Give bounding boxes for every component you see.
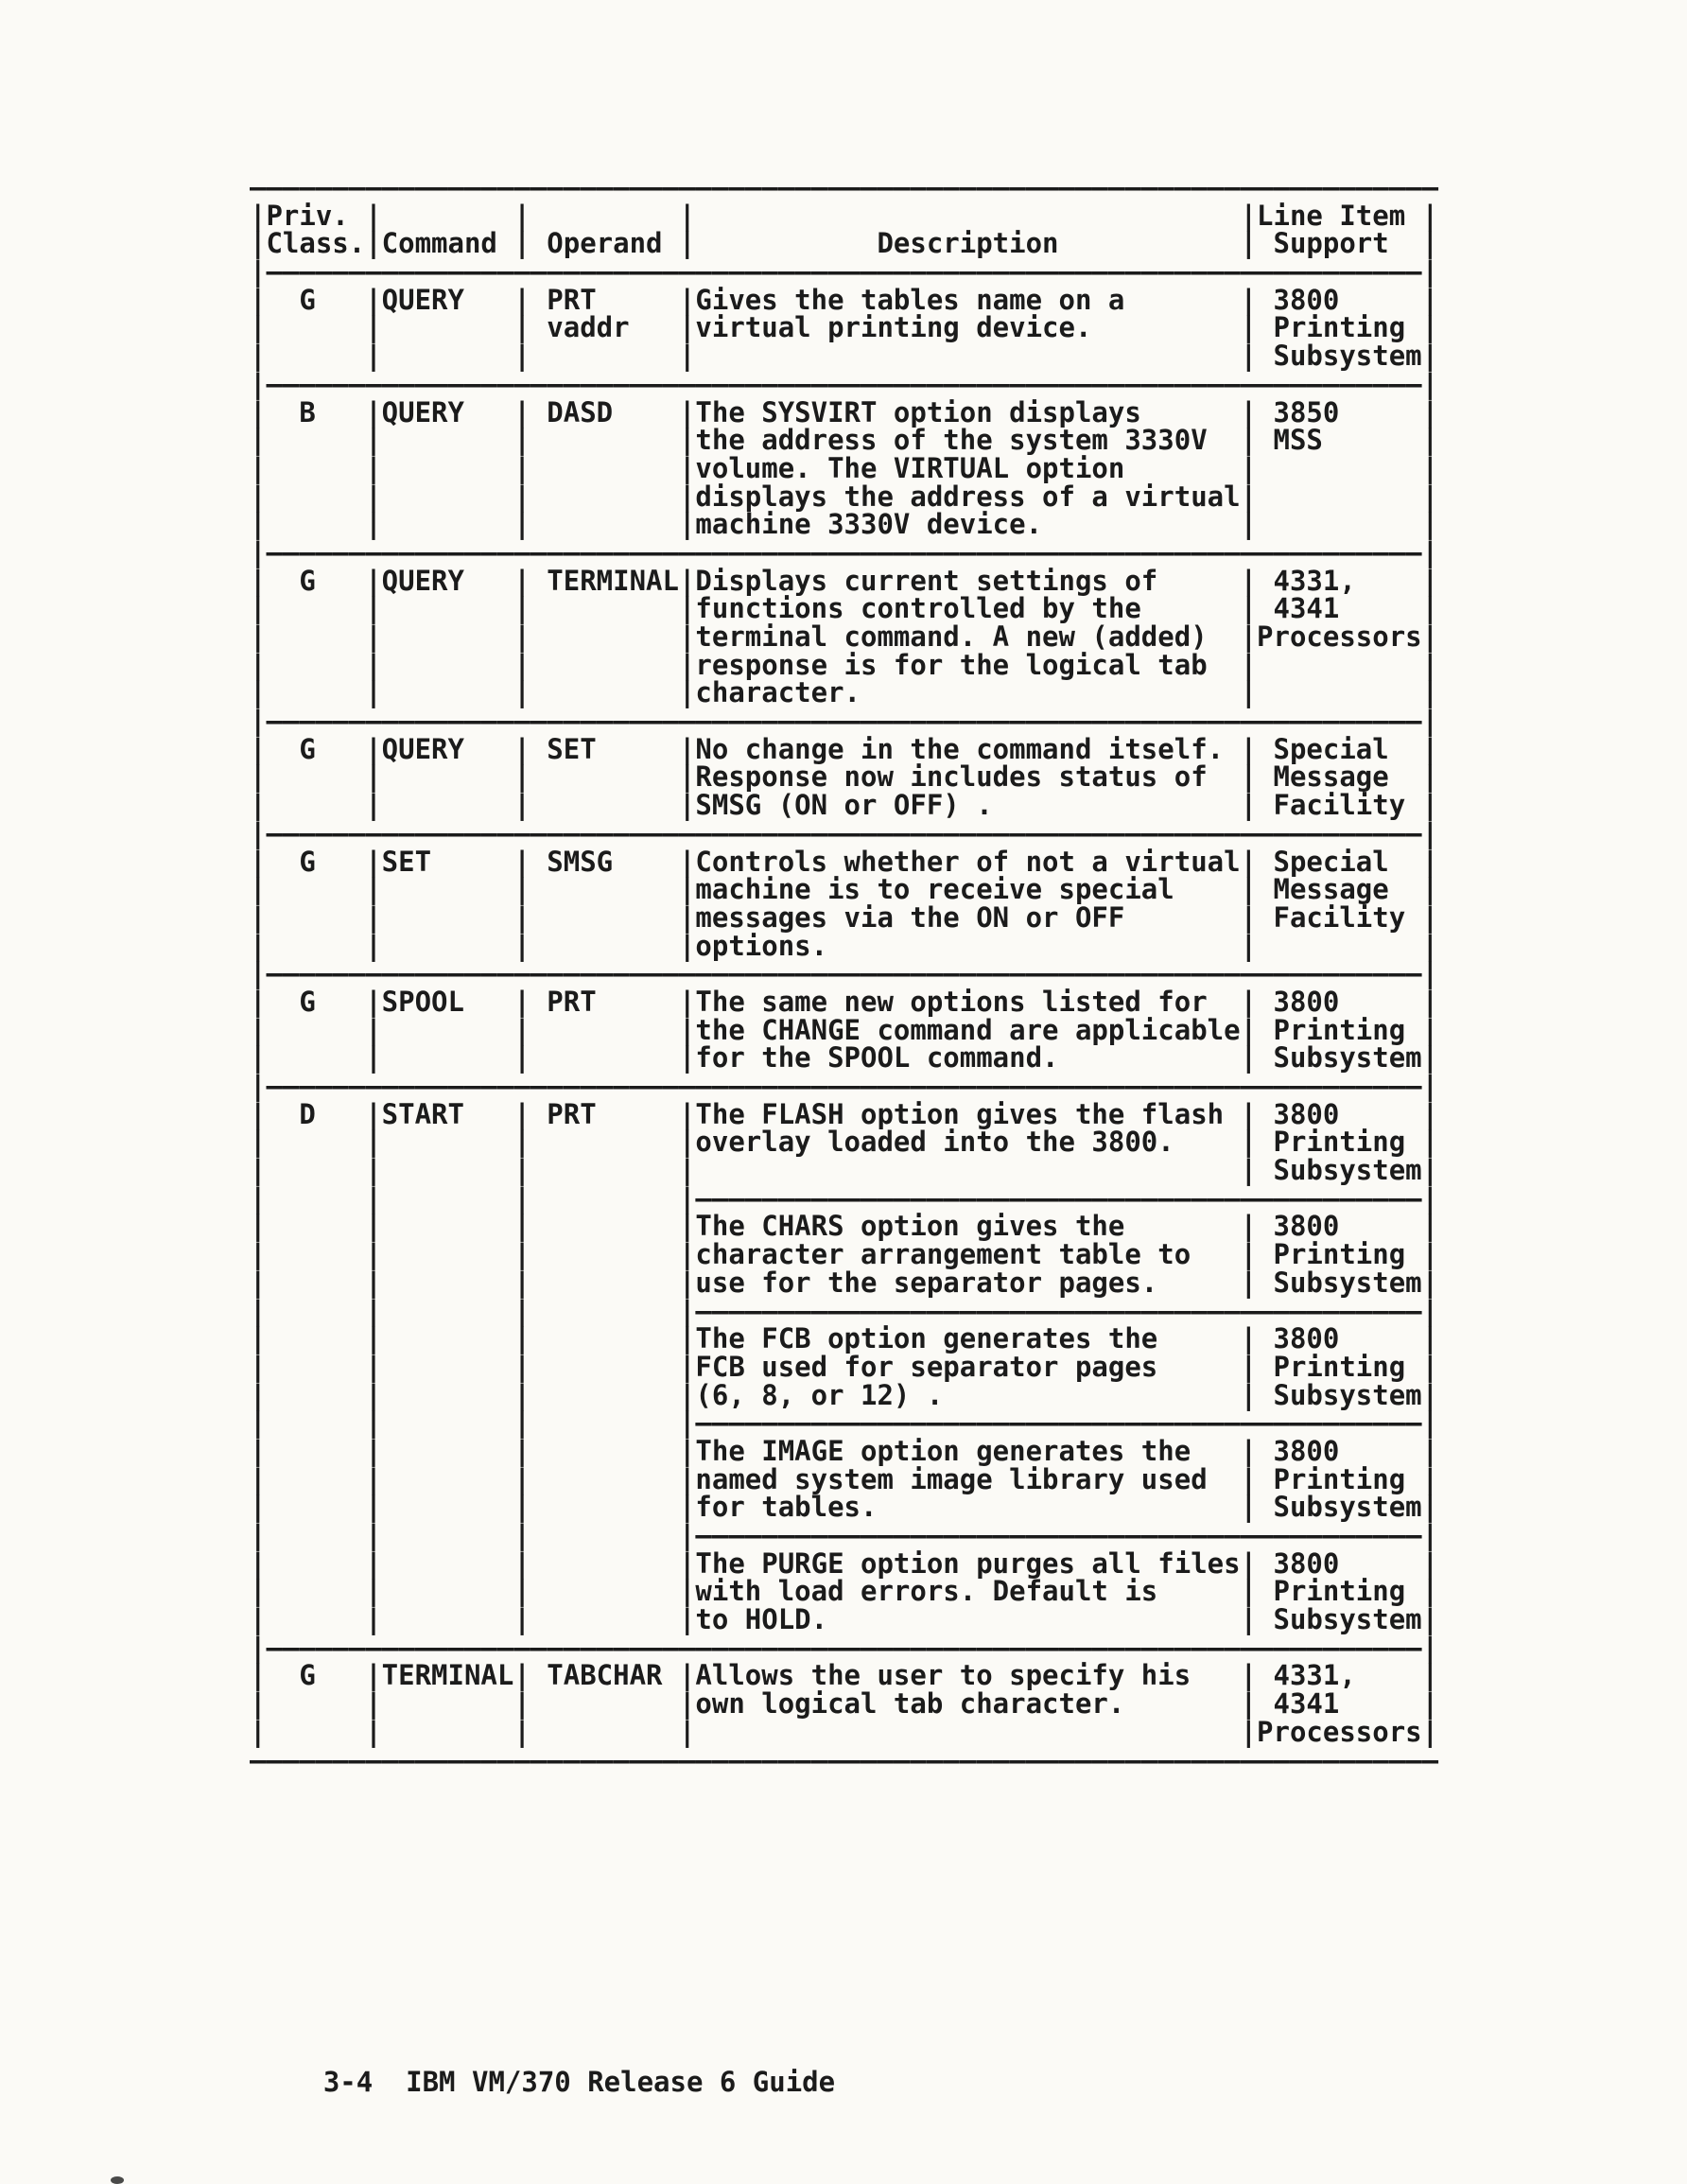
table-top-border: ———————————————————————————————————————————————————————————————————————— <box>250 171 1439 203</box>
footer-page-number: 3-4 <box>322 2066 374 2098</box>
command-support-table <box>250 171 1439 1776</box>
table-row-line: | | | |volume. The VIRTUAL option | | <box>250 451 1439 484</box>
table-row-line: | | | |named system image library used | Printing | <box>250 1462 1439 1495</box>
table-separator: |——————————————————————————————————————————————————————————————————————| <box>250 255 1439 288</box>
table-row-line: | | | |for the SPOOL command. | Subsystem| <box>250 1041 1439 1075</box>
table-row-line: | | | |machine is to receive special | Message | <box>250 873 1439 906</box>
table-separator: |——————————————————————————————————————————————————————————————————————| <box>250 1070 1439 1102</box>
table-row-line: | | | | | Subsystem| <box>250 340 1439 373</box>
table-row-line: | | | |messages via the ON or OFF | Facility | <box>250 900 1439 934</box>
table-row-line: | | | |with load errors. Default is | Printing | <box>250 1575 1439 1608</box>
table-row-line: | G |QUERY | PRT |Gives the tables name on a | 3800 | <box>250 283 1439 316</box>
table-row-line: | | | vaddr |virtual printing device. | Printing | <box>250 311 1439 344</box>
table-row-line: | | | |for tables. | Subsystem| <box>250 1491 1439 1524</box>
table-inner-separator: | | | |————————————————————————————————————————————| <box>250 1519 1439 1551</box>
table-row-line: | | | |(6, 8, or 12) . | Subsystem| <box>250 1378 1439 1411</box>
table-row-line: | | | |the address of the system 3330V | MSS | <box>250 424 1439 457</box>
table-row-line: | G |QUERY | SET |No change in the command itself. | Special | <box>250 732 1439 765</box>
table-separator: |——————————————————————————————————————————————————————————————————————| <box>250 816 1439 849</box>
scan-artifact <box>111 2176 124 2184</box>
table-row-line: | | | |The PURGE option purges all files| 3800 | <box>250 1546 1439 1580</box>
table-row-line: | | | |displays the address of a virtual| | <box>250 480 1439 513</box>
table-row-line: | | | |own logical tab character. | 4341 | <box>250 1687 1439 1721</box>
table-row-line: | | | |options. | | <box>250 929 1439 962</box>
table-row-line: | | | |Response now includes status of | Message | <box>250 760 1439 794</box>
table-row-line: | | | |functions controlled by the | 4341 | <box>250 592 1439 625</box>
table-header-line: |Priv. | | | |Line Item | <box>250 199 1439 232</box>
table-separator: |——————————————————————————————————————————————————————————————————————| <box>250 367 1439 400</box>
table-row-line: | | | |The FCB option generates the | 3800 | <box>250 1322 1439 1355</box>
table-separator: |——————————————————————————————————————————————————————————————————————| <box>250 705 1439 738</box>
table-row-line: | G |TERMINAL| TABCHAR |Allows the user to specify his | 4331, | <box>250 1659 1439 1692</box>
table-inner-separator: | | | |————————————————————————————————————————————| <box>250 1294 1439 1327</box>
table-row-line: | | | |character arrangement table to | Printing | <box>250 1238 1439 1271</box>
table-row-line: | | | |response is for the logical tab | | <box>250 648 1439 681</box>
table-row-line: | D |START | PRT |The FLASH option gives the flash | 3800 | <box>250 1097 1439 1130</box>
table-header-line: |Class.|Command | Operand | Description | Support | <box>250 227 1439 260</box>
table-row-line: | | | |the CHANGE command are applicable| Printing | <box>250 1013 1439 1046</box>
table-row-line: | G |SET | SMSG |Controls whether of not a virtual| Special | <box>250 845 1439 878</box>
table-row-line: | | | |to HOLD. | Subsystem| <box>250 1603 1439 1636</box>
page-footer <box>257 2034 835 2130</box>
table-row-line: | | | |The IMAGE option generates the | 3800 | <box>250 1434 1439 1467</box>
table-row-line: | G |QUERY | TERMINAL|Displays current settings of | 4331, | <box>250 564 1439 597</box>
table-row-line: | | | |character. | | <box>250 676 1439 709</box>
table-separator: |——————————————————————————————————————————————————————————————————————| <box>250 957 1439 990</box>
table-row-line: | | | |use for the separator pages. | Subsystem| <box>250 1266 1439 1299</box>
table-bottom-border: ———————————————————————————————————————————————————————————————————————— <box>250 1743 1439 1776</box>
table-row-line: | | | |overlay loaded into the 3800. | Printing | <box>250 1126 1439 1159</box>
table-row-line: | | | | | Subsystem| <box>250 1154 1439 1187</box>
table-row-line: | | | |terminal command. A new (added) |Processors| <box>250 620 1439 653</box>
table-row-line: | | | |FCB used for separator pages | Printing | <box>250 1350 1439 1383</box>
table-row-line: | | | |SMSG (ON or OFF) . | Facility | <box>250 789 1439 822</box>
table-row-line: | | | | |Processors| <box>250 1715 1439 1748</box>
table-row-line: | | | |machine 3330V device. | | <box>250 508 1439 541</box>
table-inner-separator: | | | |————————————————————————————————————————————| <box>250 1406 1439 1440</box>
table-separator: |——————————————————————————————————————————————————————————————————————| <box>250 1631 1439 1664</box>
table-row-line: | G |SPOOL | PRT |The same new options listed for | 3800 | <box>250 985 1439 1018</box>
table-row-line: | | | |The CHARS option gives the | 3800 | <box>250 1210 1439 1243</box>
table-row-line: | B |QUERY | DASD |The SYSVIRT option displays | 3850 | <box>250 395 1439 428</box>
table-separator: |——————————————————————————————————————————————————————————————————————| <box>250 535 1439 568</box>
footer-document-title: IBM VM/370 Release 6 Guide <box>406 2066 836 2098</box>
table-inner-separator: | | | |————————————————————————————————————————————| <box>250 1181 1439 1214</box>
